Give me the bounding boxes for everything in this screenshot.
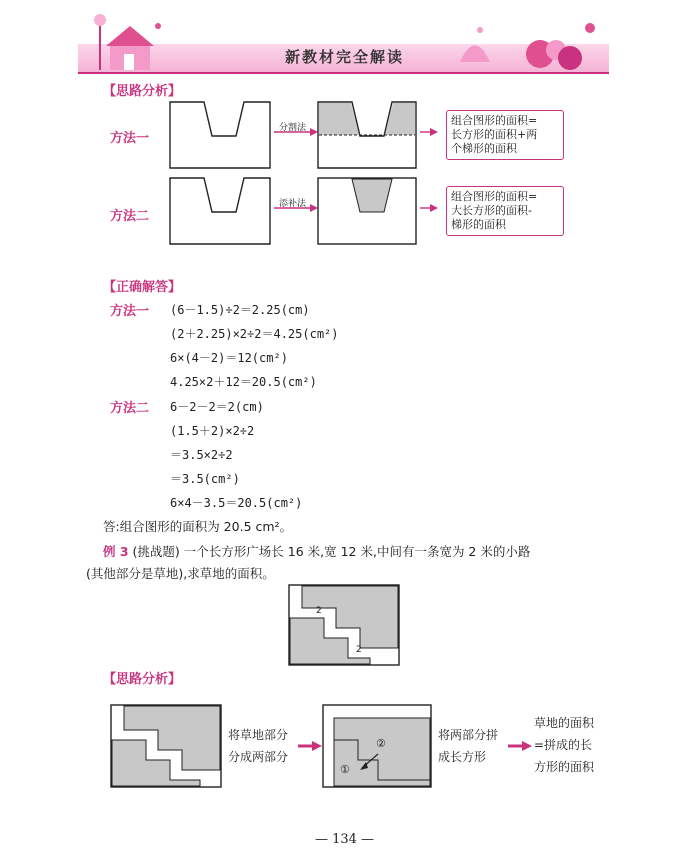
step2-text bbox=[438, 724, 498, 768]
step-line: 将两部分拼 bbox=[438, 728, 499, 742]
method1-diagrams bbox=[168, 100, 438, 172]
answer-method2-label: 方法二 bbox=[110, 401, 150, 416]
example3-line2: (其他部分是草地),求草地的面积。 bbox=[86, 566, 275, 581]
equation-line: (6－1.5)÷2＝2.25(cm) bbox=[170, 303, 310, 317]
section-heading-analysis: 【思路分析】 bbox=[103, 84, 182, 99]
example-text: 一个长方形广场长 16 米,宽 12 米,中间有一条宽为 2 米的小路 bbox=[183, 544, 531, 559]
part1-mark: ① bbox=[340, 763, 350, 776]
header-title: 新教材完全解读 bbox=[284, 48, 404, 66]
bubble-line: 长方形的面积+两 bbox=[451, 128, 538, 141]
equation-line: 6－2－2＝2(cm) bbox=[170, 400, 264, 414]
section-heading-analysis-2: 【思路分析】 bbox=[103, 672, 182, 687]
step-line: 草地的面积 bbox=[534, 716, 595, 730]
bubble-line: 大长方形的面积- bbox=[451, 204, 532, 217]
method2-bubble bbox=[446, 186, 564, 236]
equation-line: 6×(4－2)＝12(cm²) bbox=[170, 351, 288, 365]
example3-line1 bbox=[103, 542, 530, 560]
arrow-icon bbox=[508, 740, 532, 752]
figure-label-width: 2 bbox=[356, 645, 362, 655]
answer-method1-label: 方法一 bbox=[110, 304, 150, 319]
part2-mark: ② bbox=[376, 737, 386, 750]
step-line: =拼成的长 bbox=[534, 738, 593, 752]
step3-text bbox=[534, 712, 594, 778]
equation-line: 6×4－3.5＝20.5(cm²) bbox=[170, 496, 303, 510]
equation-line: ＝3.5(cm²) bbox=[170, 472, 240, 486]
step-line: 将草地部分 bbox=[228, 728, 289, 742]
arrow-icon bbox=[298, 740, 322, 752]
figure-label-width: 2 bbox=[316, 606, 322, 616]
method2-label: 方法二 bbox=[110, 209, 150, 224]
step1-text bbox=[228, 724, 288, 768]
method2-diagrams bbox=[168, 176, 438, 248]
section-heading-answer: 【正确解答】 bbox=[103, 280, 182, 295]
step-line: 分成两部分 bbox=[228, 750, 289, 764]
bubble-line: 组合图形的面积= bbox=[451, 190, 538, 203]
equation-line: (1.5＋2)×2÷2 bbox=[170, 424, 255, 438]
example-label: 例 3 bbox=[103, 544, 129, 559]
page-number: — 134 — bbox=[314, 832, 375, 847]
equation-line: 4.25×2＋12＝20.5(cm²) bbox=[170, 375, 317, 389]
equation-line: (2＋2.25)×2÷2＝4.25(cm²) bbox=[170, 327, 339, 341]
method1-arrow-label: 分割法 bbox=[279, 123, 307, 133]
method2-arrow-label: 添补法 bbox=[279, 199, 307, 209]
example-tag: (挑战题) bbox=[132, 544, 180, 559]
equation-line: ＝3.5×2÷2 bbox=[170, 448, 233, 462]
step1-figure bbox=[110, 704, 222, 788]
method1-bubble bbox=[446, 110, 564, 160]
answer-statement: 答:组合图形的面积为 20.5 cm²。 bbox=[103, 519, 293, 534]
example3-figure bbox=[288, 584, 400, 666]
step-line: 方形的面积 bbox=[534, 760, 595, 774]
bubble-line: 梯形的面积 bbox=[451, 218, 506, 231]
bubble-line: 个梯形的面积 bbox=[451, 142, 517, 155]
step-line: 成长方形 bbox=[438, 750, 487, 764]
bubble-line: 组合图形的面积= bbox=[451, 114, 538, 127]
method1-label: 方法一 bbox=[110, 131, 150, 146]
